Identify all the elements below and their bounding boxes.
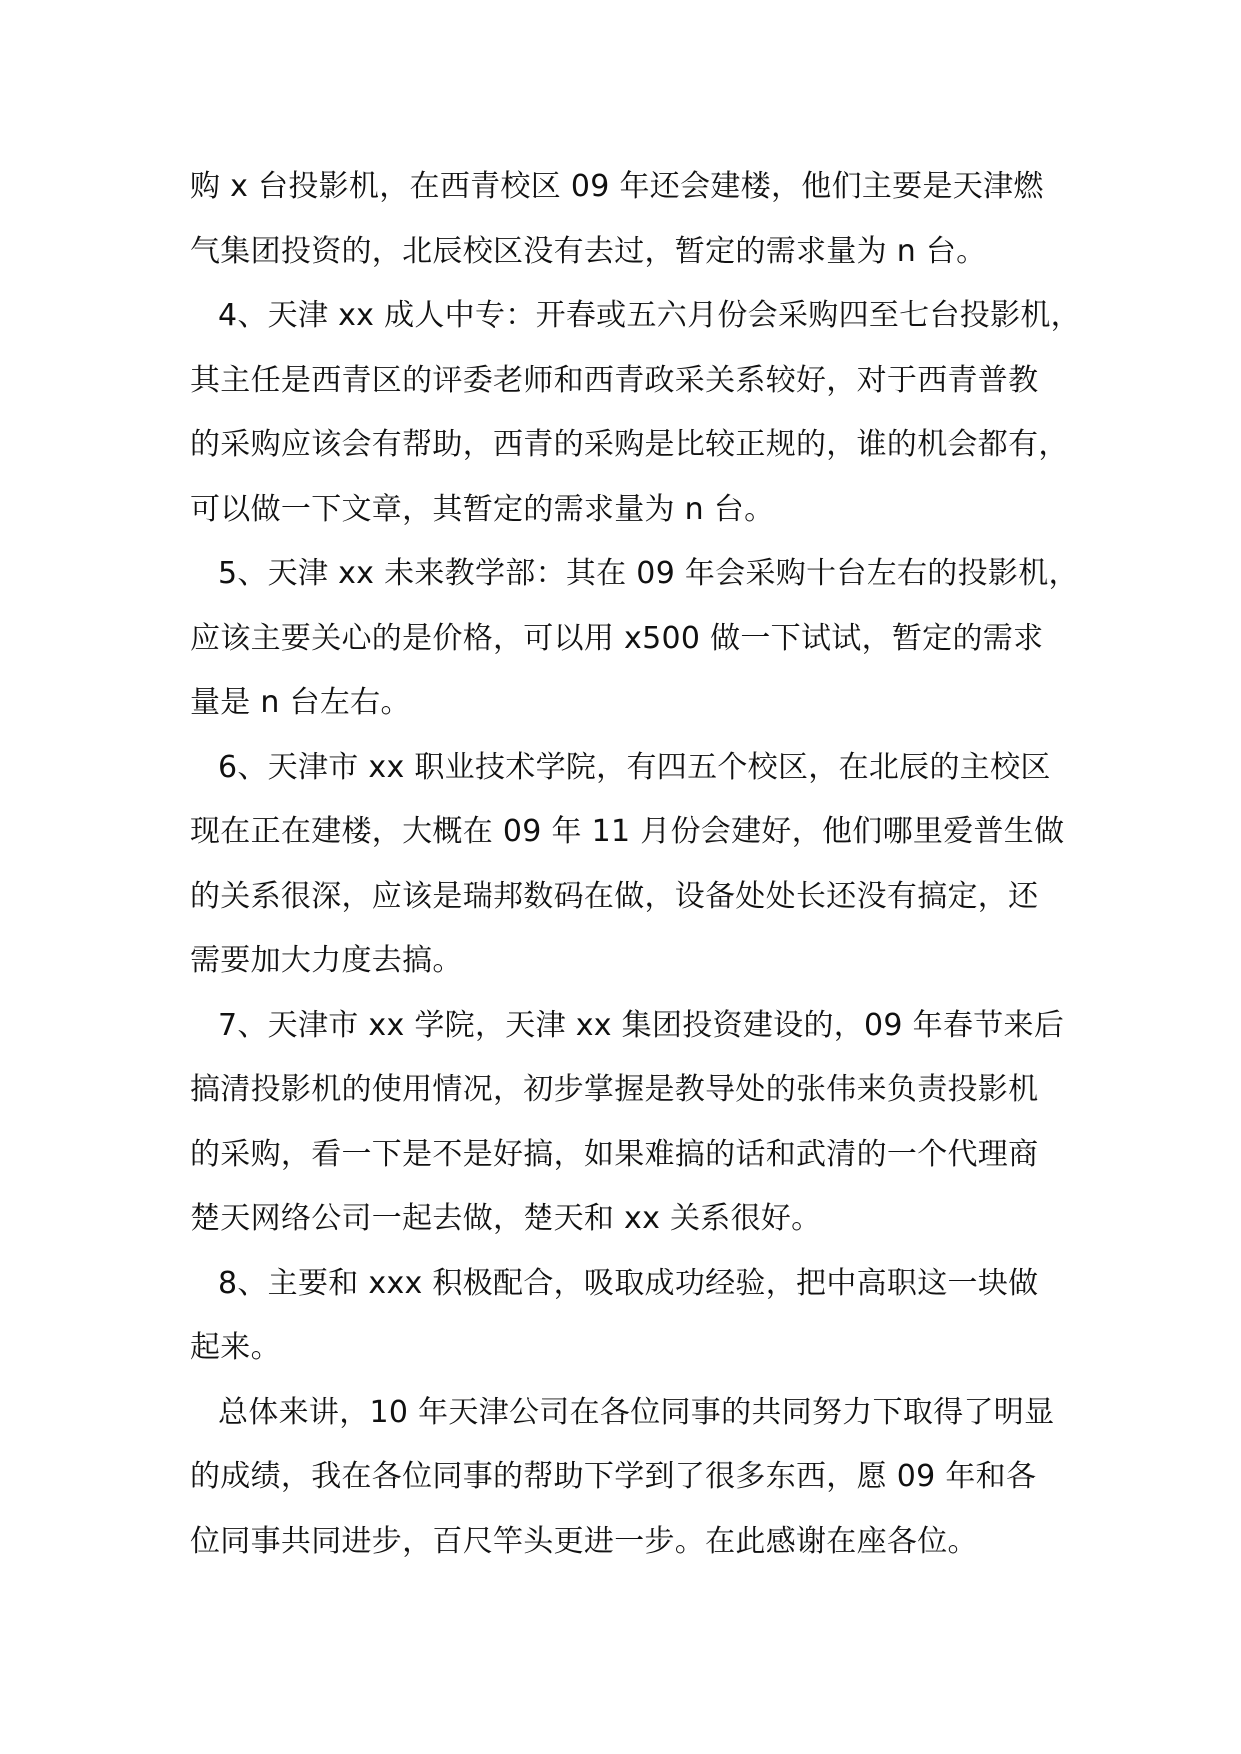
text-line: 起来。 xyxy=(190,1330,281,1365)
paragraph-item-5: 5、天津 xx 未来教学部：其在 09 年会采购十台左右的投影机， xyxy=(218,556,1079,591)
text-line: 购 x 台投影机，在西青校区 09 年还会建楼，他们主要是天津燃 xyxy=(190,169,1044,204)
text-line: 的采购，看一下是不是好搞，如果难搞的话和武清的一个代理商 xyxy=(190,1136,1039,1172)
paragraph-item-7: 7、天津市 xx 学院，天津 xx 集团投资建设的，09 年春节来后 xyxy=(218,1007,1065,1043)
paragraph-summary: 总体来讲，10 年天津公司在各位同事的共同努力下取得了明显 xyxy=(218,1394,1055,1430)
text-line: 现在正在建楼，大概在 09 年 11 月份会建好，他们哪里爱普生做 xyxy=(190,814,1065,849)
text-line: 位同事共同进步，百尺竿头更进一步。在此感谢在座各位。 xyxy=(190,1523,978,1559)
text-line: 的采购应该会有帮助，西青的采购是比较正规的，谁的机会都有， xyxy=(190,427,1069,462)
paragraph-item-4: 4、天津 xx 成人中专：开春或五六月份会采购四至七台投影机， xyxy=(218,298,1081,333)
text-line: 楚天网络公司一起去做，楚天和 xx 关系很好。 xyxy=(190,1201,822,1236)
text-line: 可以做一下文章，其暂定的需求量为 n 台。 xyxy=(190,491,775,527)
paragraph-item-6: 6、天津市 xx 职业技术学院，有四五个校区，在北辰的主校区 xyxy=(218,749,1051,785)
paragraph-item-8: 8、主要和 xxx 积极配合，吸取成功经验，把中高职这一块做 xyxy=(218,1265,1039,1301)
text-line: 量是 n 台左右。 xyxy=(190,685,411,720)
text-line: 气集团投资的，北辰校区没有去过，暂定的需求量为 n 台。 xyxy=(190,233,987,269)
text-line: 的成绩，我在各位同事的帮助下学到了很多东西，愿 09 年和各 xyxy=(190,1459,1037,1494)
text-line: 需要加大力度去搞。 xyxy=(190,943,463,978)
text-line: 搞清投影机的使用情况，初步掌握是教导处的张伟来负责投影机 xyxy=(190,1072,1039,1107)
text-line: 的关系很深，应该是瑞邦数码在做，设备处处长还没有搞定，还 xyxy=(190,878,1039,914)
text-line: 其主任是西青区的评委老师和西青政采关系较好，对于西青普教 xyxy=(190,362,1039,398)
text-line: 应该主要关心的是价格，可以用 x500 做一下试试，暂定的需求 xyxy=(190,620,1044,656)
document-body xyxy=(190,155,1081,1574)
